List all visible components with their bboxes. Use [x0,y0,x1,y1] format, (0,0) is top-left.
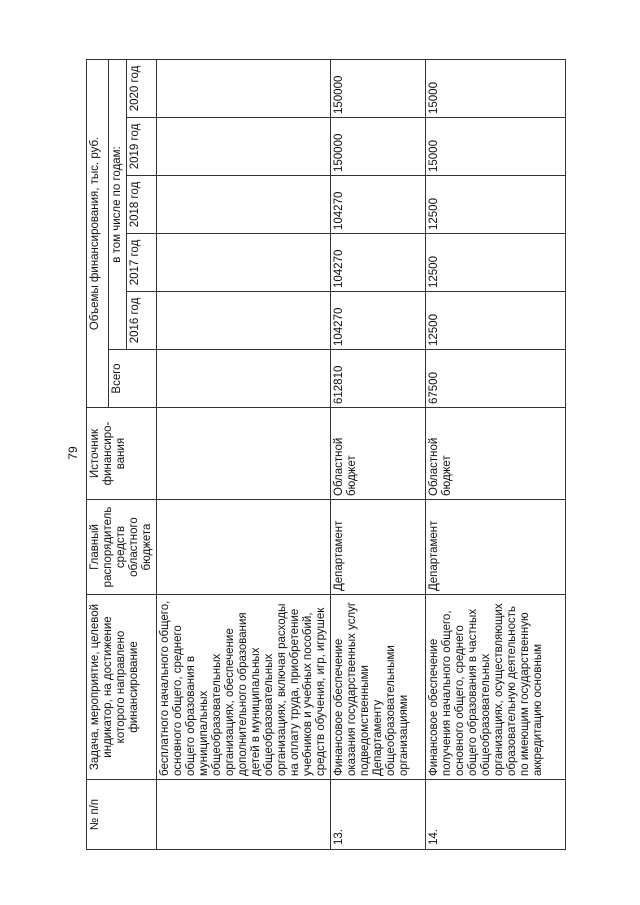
rotated-table-container [86,60,556,850]
cell-total: 612810 [331,350,426,408]
cell-total: 67500 [426,350,566,408]
header-distributor: Главный распорядитель средств областного бюджета [87,500,157,595]
cell-2017 [157,234,331,292]
cell-2017: 12500 [426,234,566,292]
cell-2020: 15000 [426,59,566,117]
header-year-2017: 2017 год [127,234,157,292]
cell-total [157,350,331,408]
table-row [157,59,331,849]
cell-distributor: Департамент [426,500,566,595]
cell-num: 14. [426,780,566,850]
header-source: Источник финансиро-вания [87,408,157,500]
cell-2016: 12500 [426,292,566,350]
table-row [331,59,426,849]
cell-2020 [157,59,331,117]
cell-2018: 104270 [331,176,426,234]
cell-task: бесплатного начального общего, основного общего, среднего общего образования в муниципальных общеобразовательных организациях, обеспечение дополнительного образования детей в муниципальных общеобразовательных организациях, включая расходы на оплату труда, приобретение учебников и учебных пособий, средств обучения, игр, игрушек [157,595,331,780]
cell-2019 [157,118,331,176]
cell-2016 [157,292,331,350]
table-row [426,59,566,849]
cell-2019: 150000 [331,118,426,176]
header-by-years: в том числе по годам: [109,59,127,349]
cell-num: 13. [331,780,426,850]
cell-task: Финансовое обеспечение получения начального общего, основного общего, среднего общего образования в частных общеобразовательных организациях, осуществляющих образовательную деятельность по имеющим государственную аккредитацию основным [426,595,566,780]
header-task: Задача, мероприятие, целевой индикатор, на достижение которого направлено финансирование [87,595,157,780]
cell-2020: 150000 [331,59,426,117]
cell-distributor: Департамент [331,500,426,595]
header-num: № п/п [87,780,157,850]
cell-2017: 104270 [331,234,426,292]
cell-num [157,780,331,850]
header-year-2018: 2018 год [127,176,157,234]
cell-2019: 15000 [426,118,566,176]
header-year-2016: 2016 год [127,292,157,350]
cell-source [157,408,331,500]
cell-2018 [157,176,331,234]
cell-source: Областной бюджет [331,408,426,500]
cell-source: Областной бюджет [426,408,566,500]
financing-table [86,59,566,850]
cell-2016: 104270 [331,292,426,350]
header-year-2020: 2020 год [127,59,157,117]
header-year-2019: 2019 год [127,118,157,176]
cell-task: Финансовое обеспечение оказания государственных услуг подведомственными Департаменту общеобразовательными организациями [331,595,426,780]
cell-distributor [157,500,331,595]
cell-2018: 12500 [426,176,566,234]
header-volumes: Объемы финансирования, тыс. руб. [87,59,109,407]
header-total: Всего [109,350,157,408]
page-number: 79 [66,446,80,460]
